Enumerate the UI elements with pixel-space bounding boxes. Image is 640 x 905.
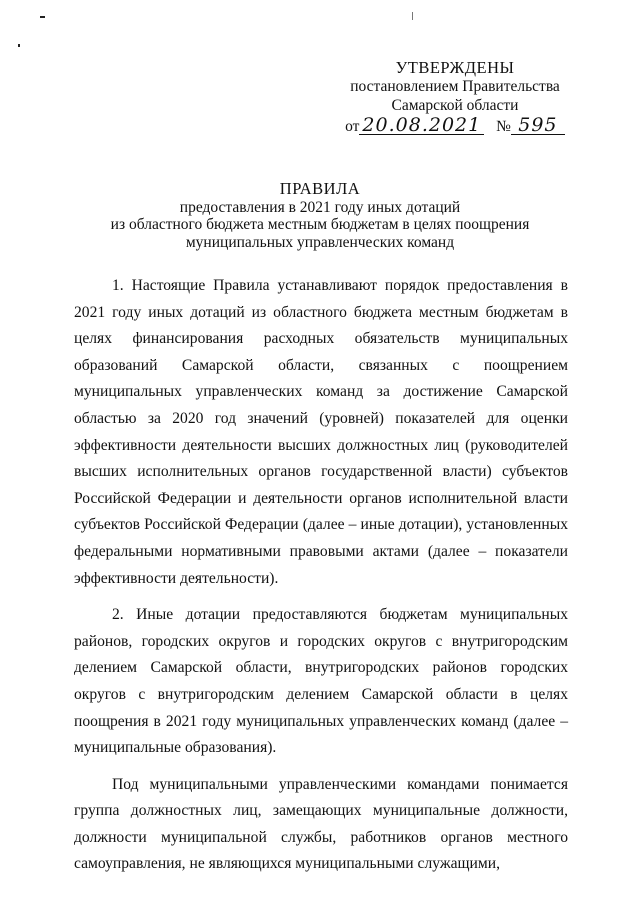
paragraph-1: 1. Настоящие Правила устанавливают порядок предоставления в 2021 году иных дотаций из областного бюджета местным бюджетам в целях финансирования расходных обязательств муниципальных образований Самарской области, связанных с поощрением муниципальных управленческих команд за достижение Самарской областью за 2020 год значений (уровней) показателей для оценки эффективности деятельности высших должностных лиц (руководителей высших исполнительных органов государственной власти) субъектов Российской Федерации и деятельности органов исполнительной власти субъектов Российской Федерации (далее – иные дотации), установленных федеральными нормативными правовыми актами (далее – показатели эффективности деятельности). bbox=[74, 277, 568, 587]
approval-line-1: постановлением Правительства bbox=[350, 78, 560, 95]
scan-mark-left bbox=[18, 44, 20, 47]
scan-mark-top-center bbox=[412, 12, 413, 20]
document-subtitle-line-3: муниципальных управленческих команд bbox=[185, 233, 455, 251]
paragraph-2: 2. Иные дотации предоставляются бюджетам муниципальных районов, городских округов и городских округов с внутригородским делением Самарской области, внутригородских районов городских округов с внутригородским делением Самарской области в целях поощрения в 2021 году муниципальных управленческих команд (далее – муниципальные образования). bbox=[74, 606, 568, 757]
approval-date-line bbox=[330, 116, 580, 138]
document-subtitle-line-2: из областного бюджета местным бюджетам в целях поощрения bbox=[110, 216, 530, 233]
handwritten-number: 595 bbox=[511, 116, 565, 135]
date-prefix: от bbox=[345, 118, 360, 135]
scan-mark-top-left bbox=[40, 16, 45, 18]
document-title-block bbox=[60, 180, 580, 251]
approval-title: УТВЕРЖДЕНЫ bbox=[395, 58, 515, 77]
document-title: ПРАВИЛА bbox=[279, 179, 361, 198]
handwritten-date: 20.08.2021 bbox=[359, 116, 484, 135]
document-subtitle-line-1: предоставления в 2021 году иных дотаций bbox=[179, 198, 461, 216]
paragraph-3: Под муниципальными управленческими командами понимается группа должностных лиц, замещающих муниципальные должности, должности муниципальной службы, работников органов местного самоуправления, не являющихся муниципальными служащими, bbox=[74, 775, 568, 873]
document-body bbox=[74, 273, 568, 888]
number-prefix: № bbox=[496, 118, 511, 135]
approval-line-2: Самарской области bbox=[391, 97, 519, 114]
approval-stamp bbox=[330, 58, 580, 138]
